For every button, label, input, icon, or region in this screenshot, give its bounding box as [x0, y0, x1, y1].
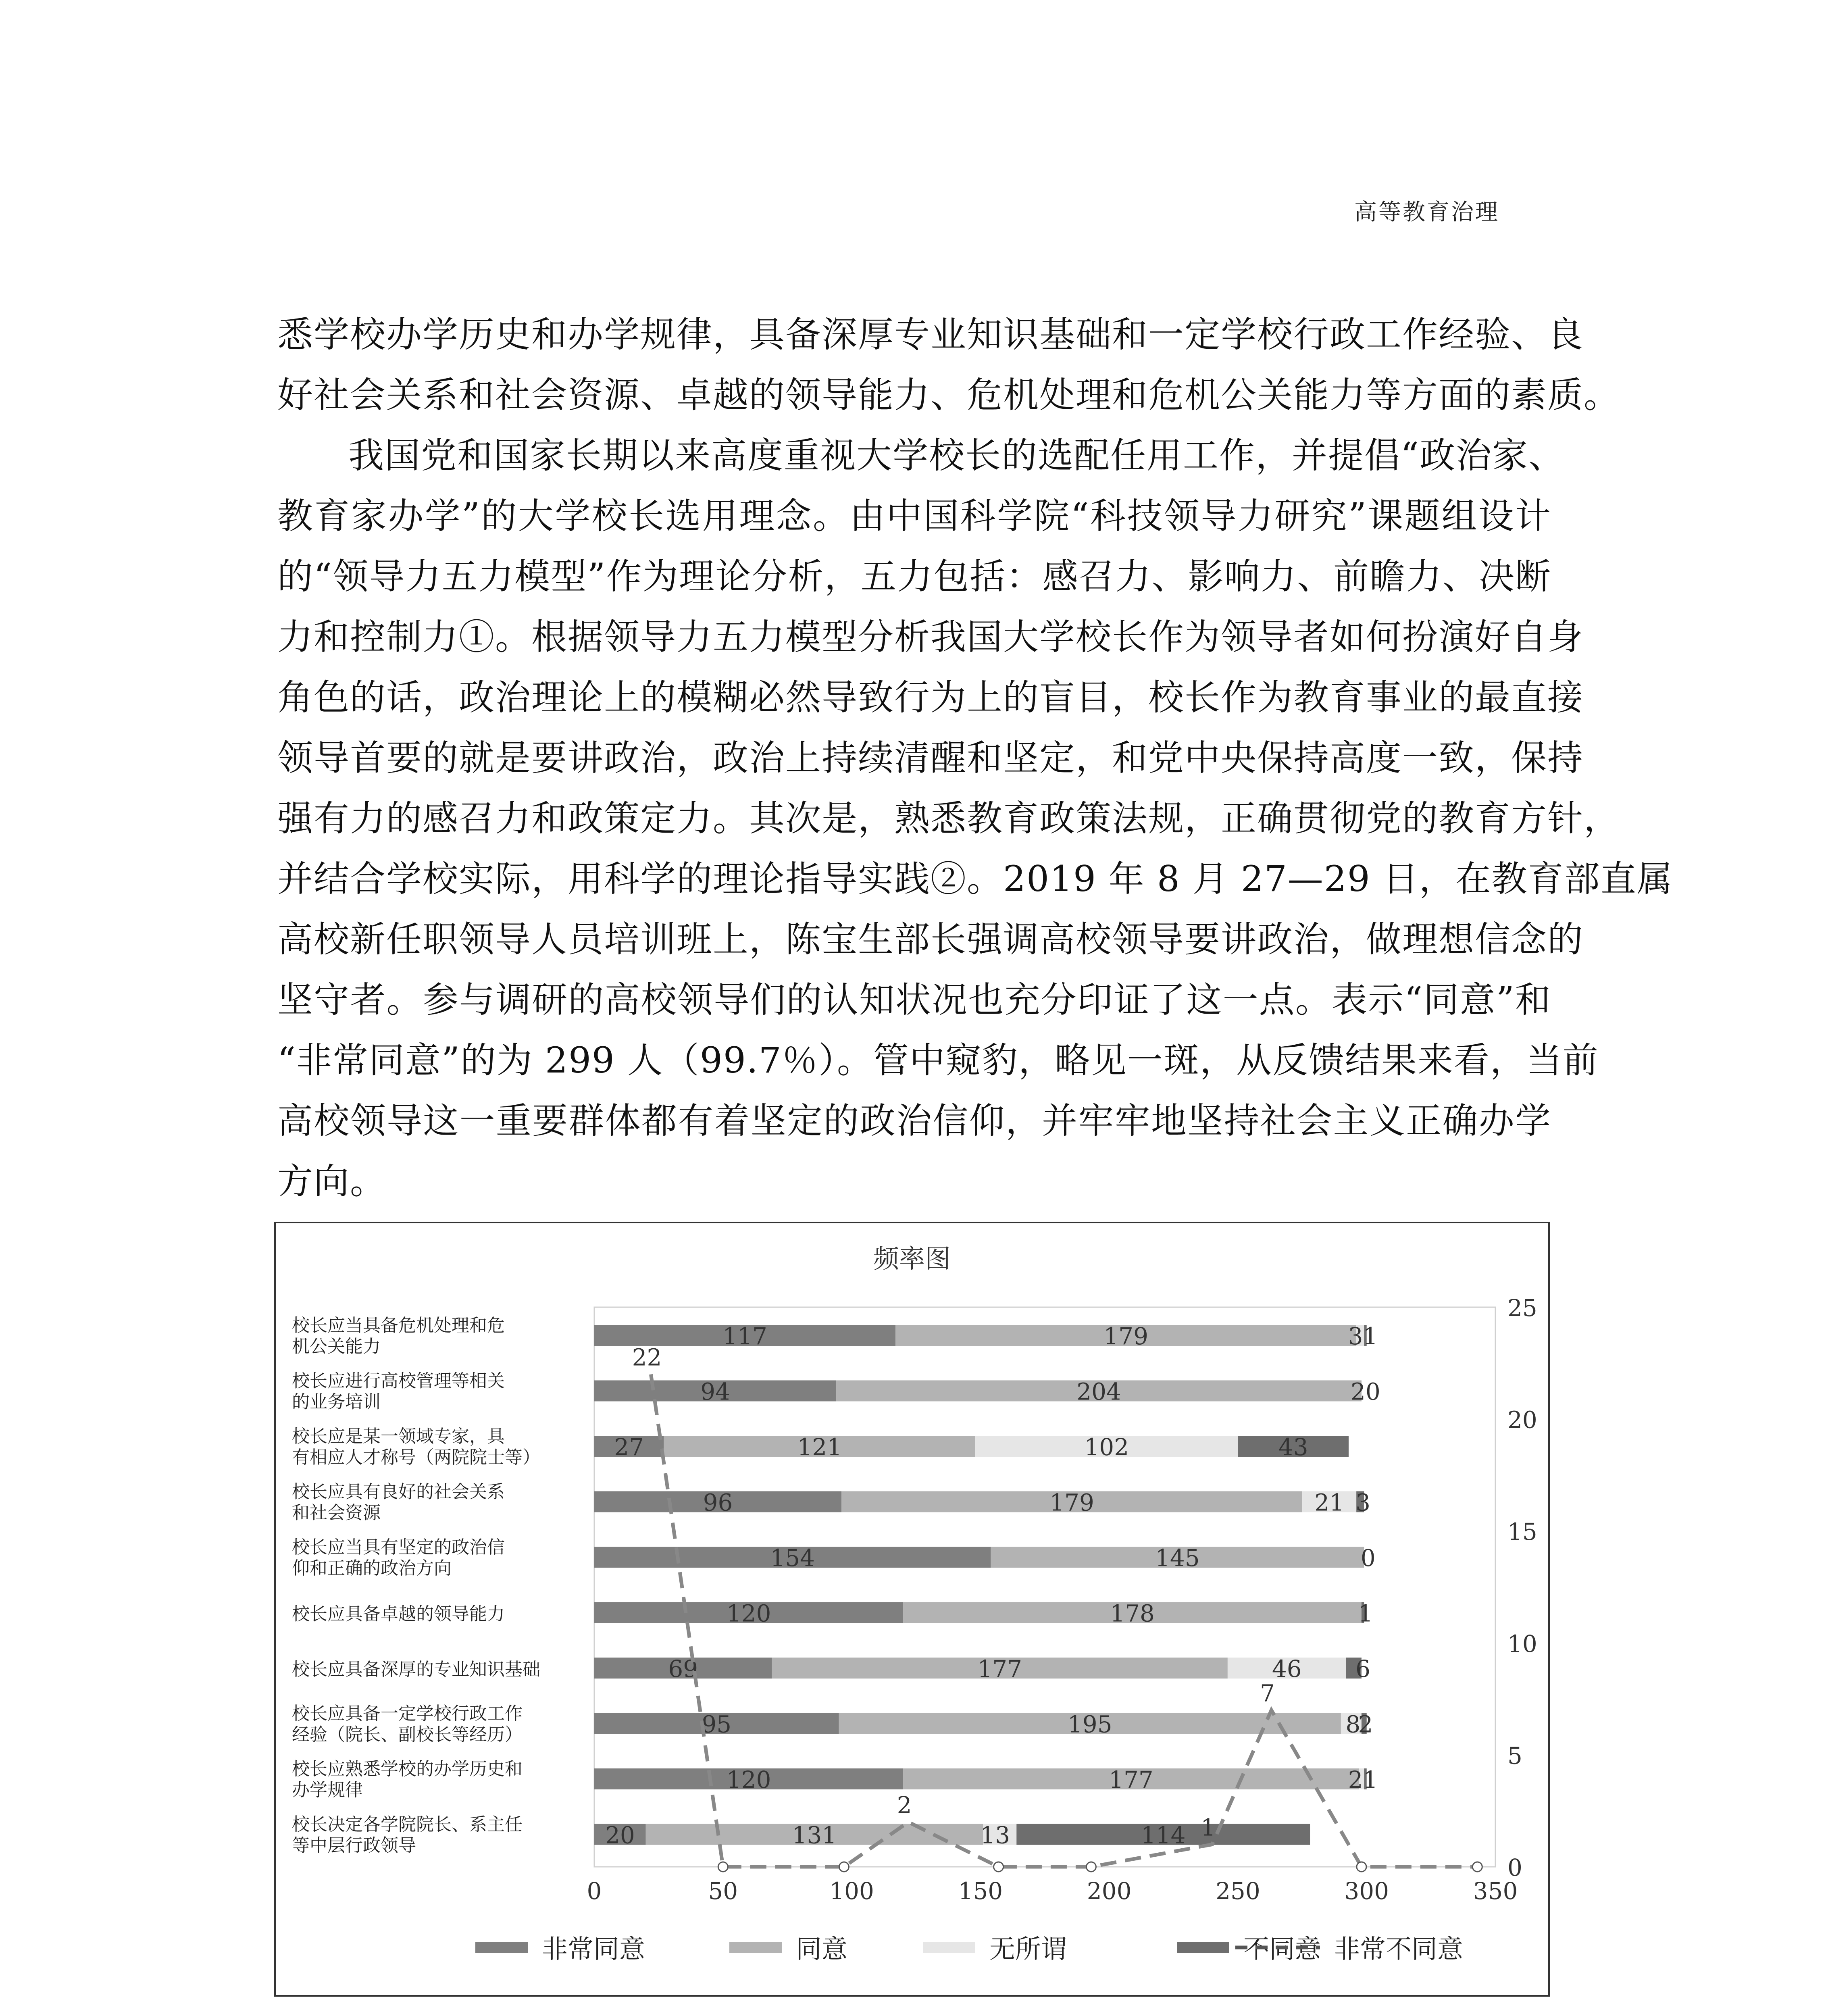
- body-line: 高校新任职领导人员培训班上，陈宝生部长强调高校领导要讲政治，做理想信念的: [277, 918, 1584, 960]
- data-label: 179: [1049, 1489, 1094, 1516]
- body-line: 高校领导这一重要群体都有着坚定的政治信仰，并牢牢地坚持社会主义正确办学: [277, 1100, 1551, 1141]
- line-data-label: 1: [1201, 1814, 1216, 1841]
- legend-label: 非常同意: [542, 1935, 645, 1964]
- category-label: 和社会资源: [292, 1502, 381, 1523]
- category-label: 校长应是某一领域专家，具: [292, 1426, 505, 1447]
- x-tick-label: 350: [1473, 1877, 1518, 1905]
- data-label: 95: [702, 1710, 732, 1738]
- legend-swatch: [923, 1942, 975, 1953]
- data-label: 120: [726, 1766, 771, 1793]
- data-label: 131: [792, 1821, 837, 1849]
- body-line: 领导首要的就是要讲政治，政治上持续清醒和坚定，和党中央保持高度一致，保持: [277, 737, 1584, 779]
- body-line: 悉学校办学历史和办学规律，具备深厚专业知识基础和一定学校行政工作经验、良: [277, 314, 1584, 355]
- body-line: 教育家办学”的大学校长选用理念。由中国科学院“科技领导力研究”课题组设计: [277, 495, 1551, 537]
- data-label: 204: [1076, 1378, 1121, 1406]
- y2-tick-label: 5: [1507, 1742, 1522, 1770]
- y2-tick-label: 0: [1507, 1854, 1522, 1881]
- chart-title: 频率图: [873, 1244, 951, 1274]
- running-header: 高等教育治理: [1354, 199, 1499, 225]
- legend-label: 无所谓: [989, 1935, 1067, 1964]
- legend-swatch: [1177, 1942, 1229, 1953]
- legend-label: 同意: [796, 1935, 847, 1964]
- data-label: 31: [1348, 1322, 1378, 1350]
- category-label: 校长应具备深厚的专业知识基础: [292, 1659, 540, 1680]
- data-label: 154: [770, 1544, 815, 1572]
- body-text: [277, 304, 1673, 1212]
- category-label: 等中层行政领导: [292, 1835, 416, 1856]
- data-label: 179: [1103, 1322, 1149, 1350]
- body-line: 并结合学校实际，用科学的理论指导实践②。2019 年 8 月 27—29 日，在教育部直属: [277, 858, 1673, 900]
- data-label: 145: [1155, 1544, 1200, 1572]
- data-label: 6: [1355, 1655, 1371, 1683]
- data-label: 46: [1272, 1655, 1302, 1683]
- body-line: 方向。: [277, 1160, 387, 1202]
- body-line: 力和控制力①。根据领导力五力模型分析我国大学校长作为领导者如何扮演好自身: [277, 616, 1584, 658]
- body-line: 坚守者。参与调研的高校领导们的认知状况也充分印证了这一点。表示“同意”和: [277, 979, 1551, 1020]
- x-tick-label: 150: [958, 1877, 1003, 1905]
- body-line: 我国党和国家长期以来高度重视大学校长的选配任用工作，并提倡“政治家、: [348, 435, 1565, 476]
- data-label: 8: [1345, 1710, 1361, 1738]
- frequency-chart: [276, 1223, 1548, 1995]
- category-label: 校长应进行高校管理等相关: [292, 1370, 505, 1391]
- body-line: 好社会关系和社会资源、卓越的领导能力、危机处理和危机公关能力等方面的素质。: [277, 374, 1620, 416]
- data-label: 102: [1084, 1433, 1129, 1461]
- data-label: 20: [1351, 1378, 1380, 1406]
- category-label: 校长应当具有坚定的政治信: [292, 1537, 505, 1558]
- x-tick-label: 100: [829, 1877, 874, 1905]
- legend-swatch: [475, 1942, 528, 1953]
- data-label: 21: [1348, 1766, 1378, 1793]
- data-label: 20: [605, 1821, 635, 1849]
- body-line: 的“领导力五力模型”作为理论分析，五力包括：感召力、影响力、前瞻力、决断: [277, 556, 1551, 597]
- data-label: 3: [1355, 1489, 1371, 1516]
- category-label: 校长应当具备危机处理和危: [292, 1315, 505, 1336]
- line-data-label: 22: [632, 1343, 662, 1371]
- legend-label: 不同意: [1243, 1935, 1321, 1964]
- data-label: 177: [1109, 1766, 1153, 1793]
- line-data-label: 7: [1260, 1679, 1275, 1707]
- figure-frame: [274, 1222, 1550, 1997]
- line-point: [718, 1862, 728, 1872]
- x-tick-label: 300: [1344, 1877, 1389, 1905]
- line-point: [839, 1862, 849, 1872]
- body-line: 强有力的感召力和政策定力。其次是，熟悉教育政策法规，正确贯彻党的教育方针，: [277, 798, 1620, 839]
- body-line: “非常同意”的为 299 人（99.7％）。管中窥豹，略见一斑，从反馈结果来看，当前: [277, 1039, 1599, 1081]
- category-label: 有相应人才称号（两院院士等）: [292, 1447, 540, 1468]
- category-label: 仰和正确的政治方向: [292, 1558, 452, 1579]
- data-label: 117: [722, 1322, 767, 1350]
- x-tick-label: 200: [1087, 1877, 1132, 1905]
- category-label: 办学规律: [292, 1780, 363, 1800]
- data-label: 120: [726, 1599, 771, 1627]
- line-point: [1357, 1862, 1366, 1872]
- y2-tick-label: 20: [1507, 1406, 1537, 1434]
- category-label: 校长应熟悉学校的办学历史和: [292, 1759, 523, 1779]
- x-tick-label: 250: [1216, 1877, 1260, 1905]
- body-line: 角色的话，政治理论上的模糊必然导致行为上的盲目，校长作为教育事业的最直接: [277, 677, 1584, 718]
- line-point: [994, 1862, 1004, 1872]
- data-label: 195: [1067, 1710, 1112, 1738]
- category-label: 校长应具有良好的社会关系: [292, 1481, 505, 1502]
- data-label: 69: [668, 1655, 698, 1683]
- data-label: 94: [700, 1378, 731, 1406]
- y2-tick-label: 10: [1507, 1630, 1537, 1658]
- data-label: 0: [1360, 1544, 1376, 1572]
- data-label: 2: [1358, 1710, 1373, 1738]
- category-label: 机公关能力: [292, 1336, 381, 1357]
- category-label: 的业务培训: [292, 1391, 381, 1412]
- data-label: 27: [614, 1433, 644, 1461]
- data-label: 21: [1314, 1489, 1345, 1516]
- data-label: 43: [1278, 1433, 1308, 1461]
- data-label: 96: [703, 1489, 733, 1516]
- data-label: 1: [1358, 1599, 1373, 1627]
- line-data-label: 2: [897, 1791, 912, 1819]
- category-label: 校长应具备卓越的领导能力: [292, 1604, 505, 1624]
- x-tick-label: 0: [587, 1877, 602, 1905]
- line-point: [1472, 1862, 1482, 1872]
- data-label: 178: [1110, 1599, 1155, 1627]
- legend-label: 非常不同意: [1334, 1935, 1463, 1964]
- y2-tick-label: 25: [1507, 1294, 1537, 1322]
- category-label: 校长应具备一定学校行政工作: [292, 1703, 523, 1724]
- category-label: 经验（院长、副校长等经历）: [292, 1724, 523, 1745]
- category-label: 校长决定各学院院长、系主任: [292, 1814, 523, 1835]
- y2-tick-label: 15: [1507, 1518, 1537, 1546]
- data-label: 13: [980, 1821, 1010, 1849]
- data-label: 177: [977, 1655, 1022, 1683]
- data-label: 114: [1141, 1821, 1186, 1849]
- x-tick-label: 50: [708, 1877, 738, 1905]
- data-label: 121: [797, 1433, 842, 1461]
- legend-swatch: [729, 1942, 782, 1953]
- line-point: [1086, 1862, 1096, 1872]
